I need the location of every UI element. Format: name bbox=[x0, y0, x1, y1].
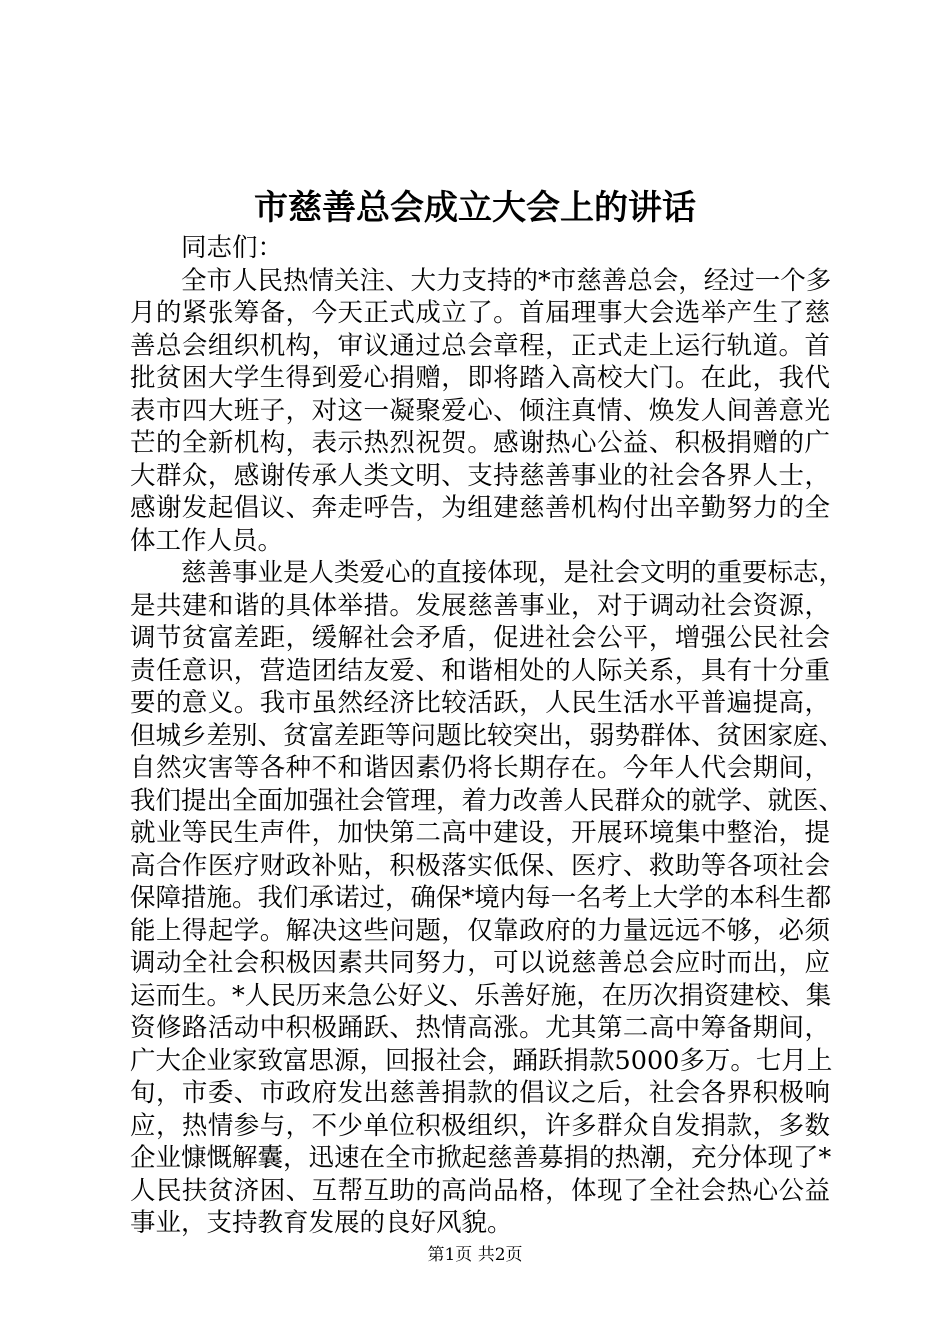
paragraph-line: 芒的全新机构，表示热烈祝贺。感谢热心公益、积极捐赠的广 bbox=[130, 428, 830, 458]
paragraph-line: 运而生。*人民历来急公好义、乐善好施，在历次捐资建校、集 bbox=[130, 980, 832, 1011]
paragraph-line: 广大企业家致富思源，回报社会，踊跃捐款5000多万。七月上 bbox=[130, 1045, 833, 1076]
paragraph-line: 慈善事业是人类爱心的直接体现，是社会文明的重要标志， bbox=[181, 558, 845, 588]
paragraph-line: 大群众，感谢传承人类文明、支持慈善事业的社会各界人士， bbox=[130, 460, 830, 491]
paragraph-line: 事业，支持教育发展的良好风貌。 bbox=[130, 1208, 513, 1238]
paragraph-line: 但城乡差别、贫富差距等问题比较突出，弱势群体、贫困家庭、 bbox=[130, 720, 845, 751]
paragraph-line: 就业等民生声件，加快第二高中建设，开展环境集中整治，提 bbox=[130, 818, 830, 848]
paragraph-line: 能上得起学。解决这些问题，仅靠政府的力量远远不够，必须 bbox=[130, 915, 830, 946]
paragraph-line: 保障措施。我们承诺过，确保*境内每一名考上大学的本科生都 bbox=[130, 883, 832, 913]
paragraph-line: 月的紧张筹备，今天正式成立了。首届理事大会选举产生了慈 bbox=[130, 298, 830, 328]
paragraph-line: 体工作人员。 bbox=[130, 525, 284, 556]
paragraph-line: 旬，市委、市政府发出慈善捐款的倡议之后，社会各界积极响 bbox=[130, 1078, 830, 1108]
paragraph-line: 高合作医疗财政补贴，积极落实低保、医疗、救助等各项社会 bbox=[130, 850, 830, 881]
paragraph-line: 责任意识，营造团结友爱、和谐相处的人际关系，具有十分重 bbox=[130, 655, 830, 686]
paragraph-line: 人民扶贫济困、互帮互助的高尚品格，体现了全社会热心公益 bbox=[130, 1175, 830, 1206]
paragraph-line: 善总会组织机构，审议通过总会章程，正式走上运行轨道。首 bbox=[130, 330, 830, 361]
paragraph-line: 我们提出全面加强社会管理，着力改善人民群众的就学、就医、 bbox=[130, 785, 845, 816]
page-footer: 第1页 共2页 bbox=[427, 1245, 523, 1265]
paragraph-line: 企业慷慨解囊，迅速在全市掀起慈善募捐的热潮，充分体现了* bbox=[130, 1143, 832, 1173]
document-body bbox=[130, 232, 845, 1240]
paragraph-line: 资修路活动中积极踊跃、热情高涨。尤其第二高中筹备期间， bbox=[130, 1013, 830, 1043]
paragraph-line: 全市人民热情关注、大力支持的*市慈善总会，经过一个多 bbox=[181, 265, 832, 296]
document-title: 市慈善总会成立大会上的讲话 bbox=[254, 188, 696, 228]
salutation: 同志们： bbox=[181, 233, 284, 263]
paragraph-line: 应，热情参与，不少单位积极组织，许多群众自发捐款，多数 bbox=[130, 1110, 830, 1141]
paragraph-line: 批贫困大学生得到爱心捐赠，即将踏入高校大门。在此，我代 bbox=[130, 363, 830, 393]
paragraph-line: 调节贫富差距，缓解社会矛盾，促进社会公平，增强公民社会 bbox=[130, 623, 830, 653]
paragraph-line: 是共建和谐的具体举措。发展慈善事业，对于调动社会资源， bbox=[130, 590, 830, 621]
paragraph-2 bbox=[130, 557, 845, 1240]
paragraph-line: 表市四大班子，对这一凝聚爱心、倾注真情、焕发人间善意光 bbox=[130, 395, 830, 426]
paragraph-1 bbox=[130, 265, 830, 558]
paragraph-line: 调动全社会积极因素共同努力，可以说慈善总会应时而出，应 bbox=[130, 948, 830, 978]
paragraph-line: 感谢发起倡议、奔走呼告，为组建慈善机构付出辛勤努力的全 bbox=[130, 493, 830, 523]
paragraph-line: 自然灾害等各种不和谐因素仍将长期存在。今年人代会期间， bbox=[130, 753, 830, 783]
paragraph-line: 要的意义。我市虽然经济比较活跃，人民生活水平普遍提高， bbox=[130, 688, 830, 718]
